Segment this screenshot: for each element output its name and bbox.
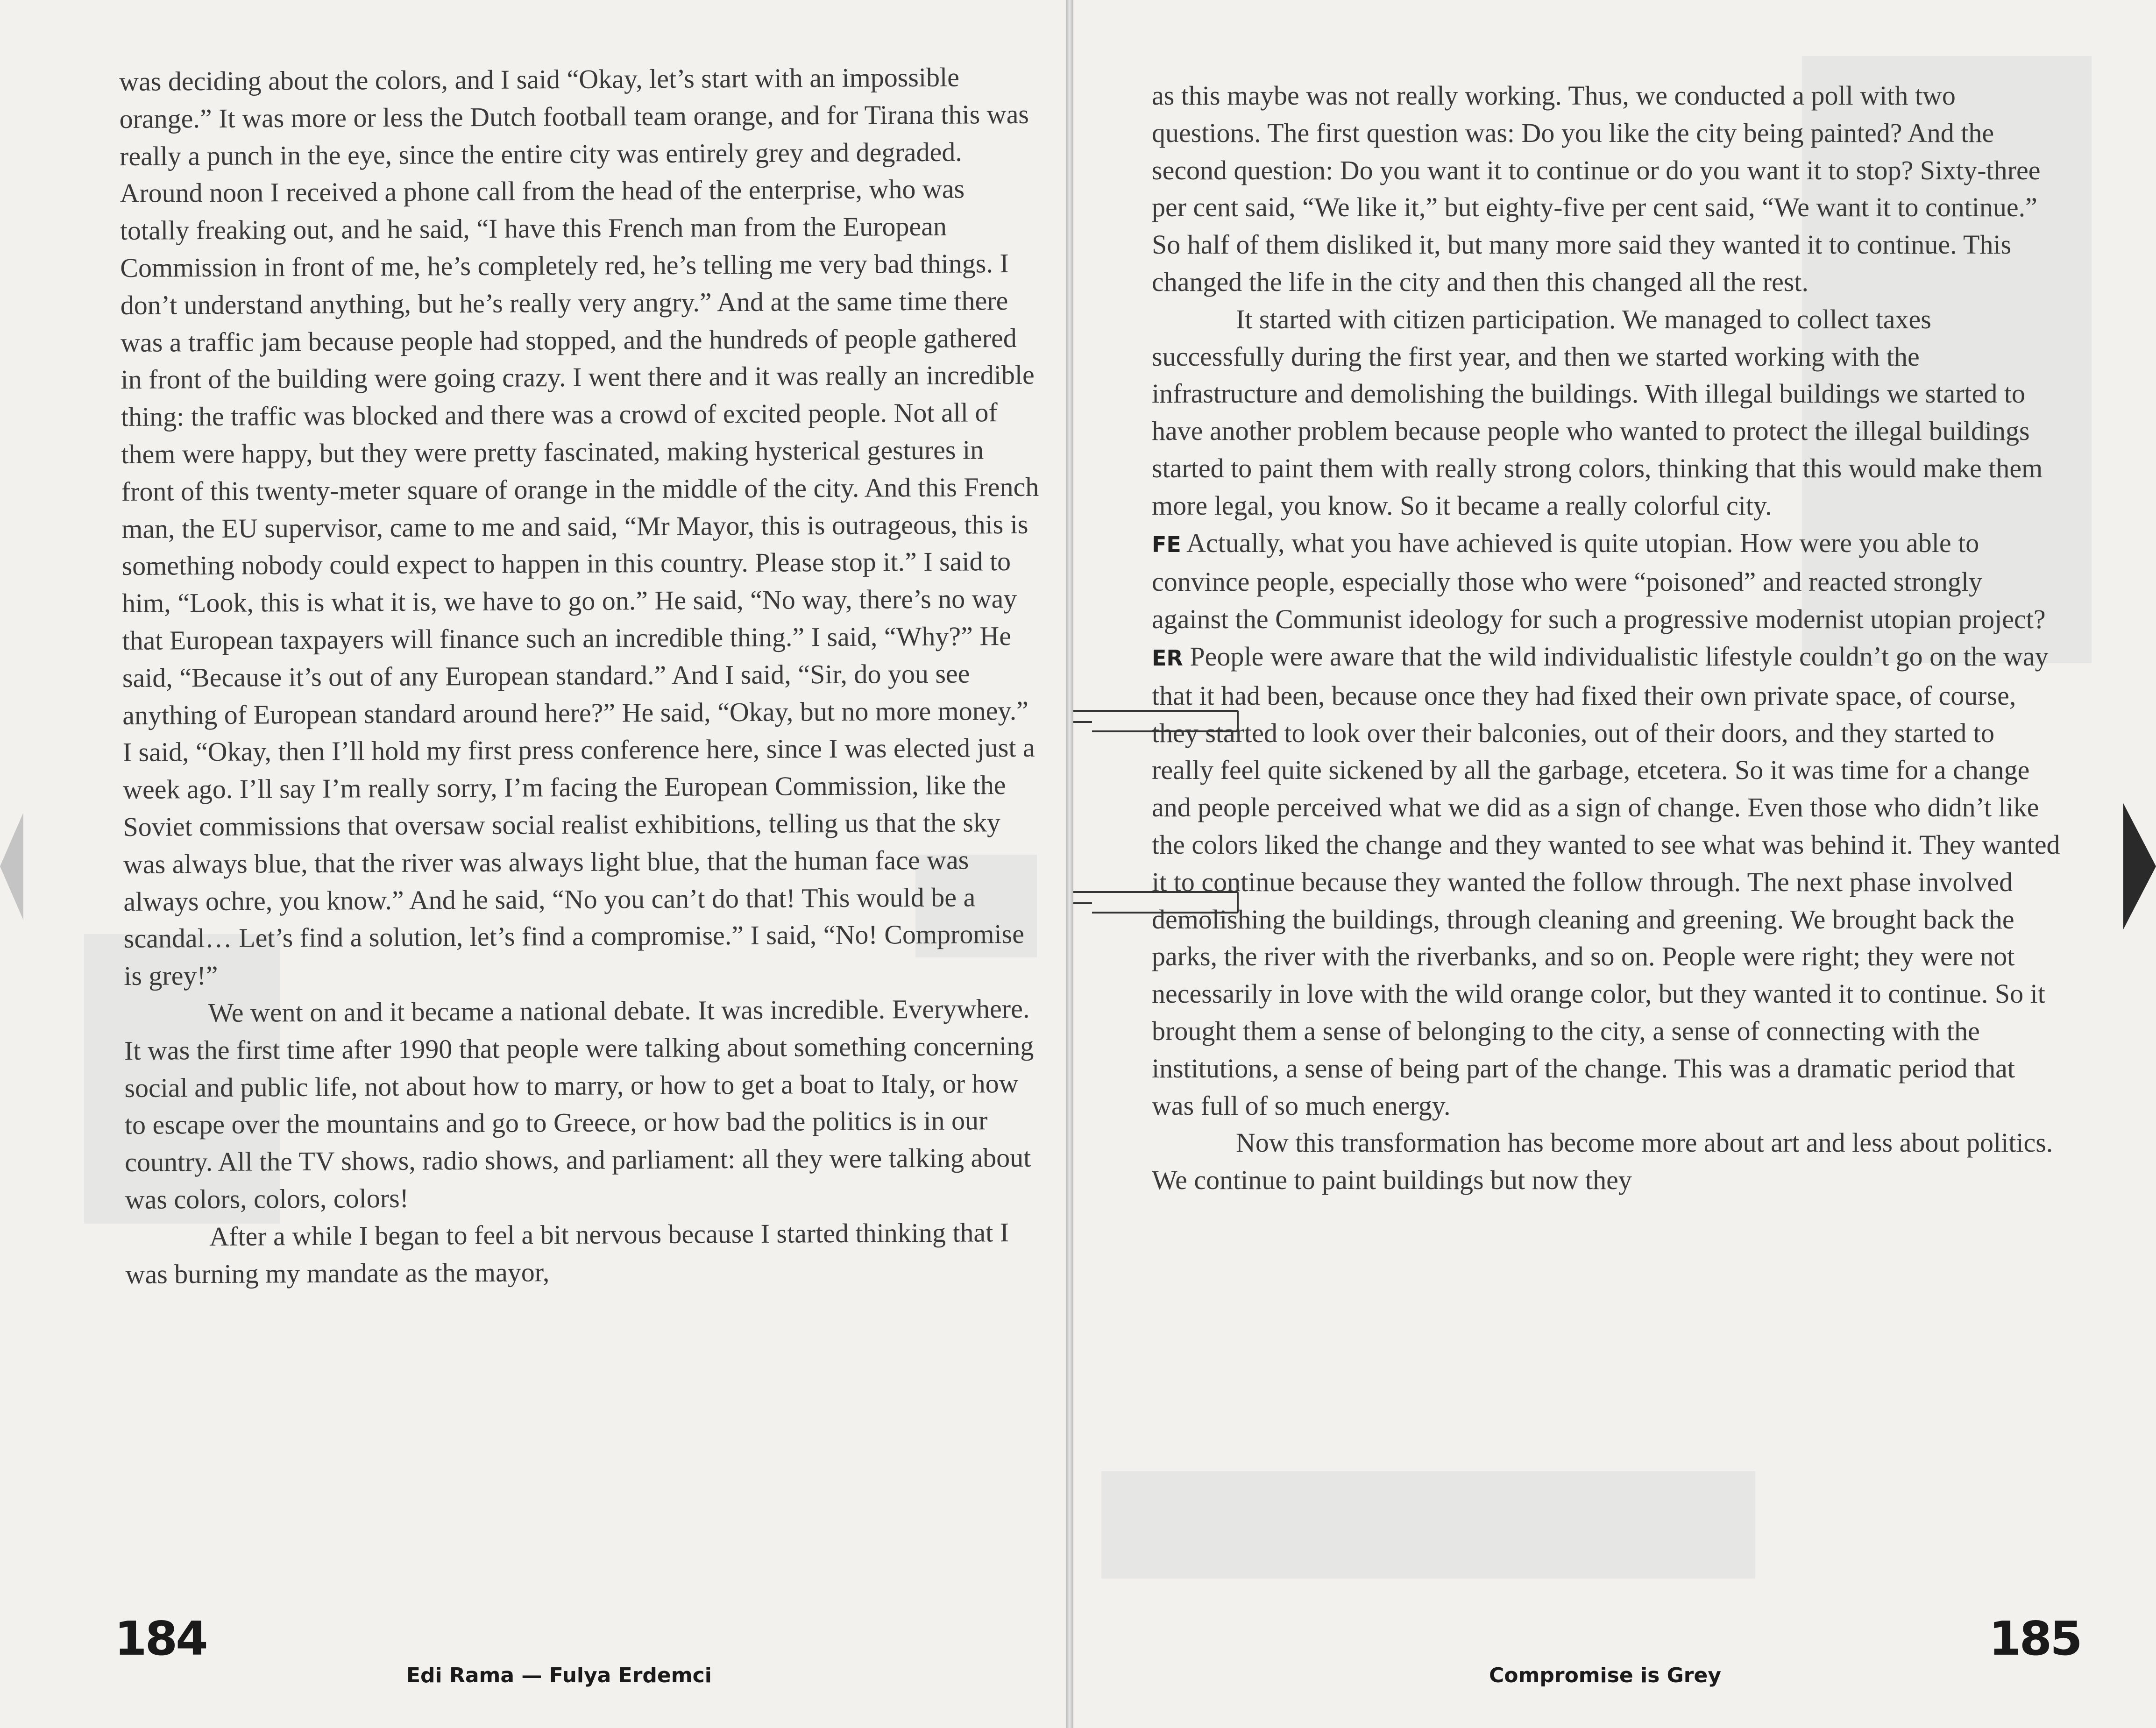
left-page — [0, 0, 1066, 1728]
show-through-image — [1101, 1471, 1755, 1579]
question-text: Actually, what you have achieved is quite utopian. How were you able to convince people, especially those who were “poisoned” and reacted strongly against the Communist ideology for such a progressive modernist utopian project? — [1152, 527, 2046, 635]
prev-page-arrow-icon[interactable] — [0, 813, 23, 920]
interview-question — [1152, 524, 2063, 638]
book-gutter — [1066, 0, 1073, 1728]
paragraph: was deciding about the colors, and I said “Okay, let’s start with an impossible orange.” It was more or less the Dutch football team orange, and for Tirana this was really a punch in the eye, since the entire city was entirely grey and degraded. Around noon I received a phone call from the head of the enterprise, who was totally freaking out, and he said, “I have this French man from the European Commission in front of me, he’s completely red, he’s telling me very bad things. I don’t understand anything, but he’s really very angry.” And at the same time there was a traffic jam because people had stopped, and the hundreds of people gathered in front of the building were going crazy. I went there and it was really an incredible thing: the traffic was blocked and there was a crowd of excited people. Not all of them were happy, but they were pretty fascinated, making hysterical gestures in front of this twenty-meter square of orange in the middle of the city. And this French man, the EU supervisor, came to me and said, “Mr Mayor, this is outrageous, this is something nobody could expect to happen in this country. Please stop it.” I said to him, “Look, this is what it is, we have to go on.” He said, “No way, there’s no way that European taxpayers will finance such an incredible thing.” I said, “Why?” He said, “Because it’s out of any European standard.” And I said, “Sir, do you see anything of European standard around here?” He said, “Okay, but no more money.” I said, “Okay, then I’ll hold my first press conference here, since I was elected just a week ago. I’ll say I’m really sorry, I’m facing the European Commission, like the Soviet commissions that oversaw social realist exhibitions, telling us that the sky was always blue, that the river was always light blue, that the human face was always ochre, you know.” And he said, “No you can’t do that! This would be a scandal… Let’s find a solution, let’s find a compromise.” I said, “No! Compromise is grey!” — [119, 62, 1039, 991]
right-page — [1073, 0, 2156, 1728]
page-number: 185 — [1989, 1611, 2081, 1666]
running-head: Compromise is Grey — [1489, 1664, 1721, 1687]
next-page-arrow-icon[interactable] — [2123, 803, 2156, 929]
paragraph: as this maybe was not really working. Thus, we conducted a poll with two questions. The first question was: Do you like the city being painted? And the second question: Do you want it to continue or do you want it to stop? Sixty-three per cent said, “We like it,” but eighty-five per cent said, “We want it to continue.” So half of them disliked it, but many more said they wanted it to continue. This changed the life in the city and then this changed all the rest. — [1152, 80, 2041, 297]
paragraph: Now this transformation has become more about art and less about politics. We continue to paint buildings but now they — [1152, 1127, 2053, 1196]
paragraph: After a while I began to feel a bit nervous because I started thinking that I was burning my mandate as the mayor, — [125, 1217, 1009, 1289]
running-head: Edi Rama — Fulya Erdemci — [406, 1664, 712, 1687]
interview-answer — [1152, 638, 2063, 1124]
page-number: 184 — [114, 1611, 206, 1666]
speaker-bracket-fe — [1092, 710, 1239, 732]
speaker-label-er: ER — [1152, 645, 1183, 671]
paragraph: We went on and it became a national debate. It was incredible. Everywhere. It was the first time after 1990 that people were talking about something concerning social and public life, not about how to marry, or how to get a boat to Italy, or how to escape over the mountains and go to Greece, or how bad the politics is in our country. All the TV shows, radio shows, and parliament: all they were talking about was colors, colors, colors! — [124, 993, 1034, 1215]
paragraph: It started with citizen participation. We managed to collect taxes successfully during the first year, and then we started working with the infrastructure and demolishing the buildings. With illegal buildings we started to have another problem because people who wanted to protect the illegal buildings started to paint them with really strong colors, thinking that this would make them more legal, you know. So it became a really colorful city. — [1152, 304, 2043, 521]
right-page-body — [1152, 77, 2063, 1199]
left-page-body — [119, 58, 1046, 1293]
speaker-bracket-er — [1092, 891, 1239, 914]
answer-text: People were aware that the wild individualistic lifestyle couldn’t go on the way that it had been, because once they had fixed their own private space, of course, they started to look over their balconies, out of their doors, and they started to really feel quite sickened by all the garbage, etcetera. So it was time for a change and people perceived what we did as a sign of change. Even those who didn’t like the colors liked the change and they wanted to see what was behind it. They wanted it to continue because they wanted the follow through. The next phase involved demolishing the buildings, through cleaning and greening. We brought back the parks, the river with the riverbanks, and so on. People were right; they were not necessarily in love with the wild orange color, but they wanted it to continue. So it brought them a sense of belonging to the city, a sense of connecting with the institutions, a sense of being part of the change. This was a dramatic period that was full of so much energy. — [1152, 641, 2060, 1121]
speaker-label-fe: FE — [1152, 531, 1181, 557]
